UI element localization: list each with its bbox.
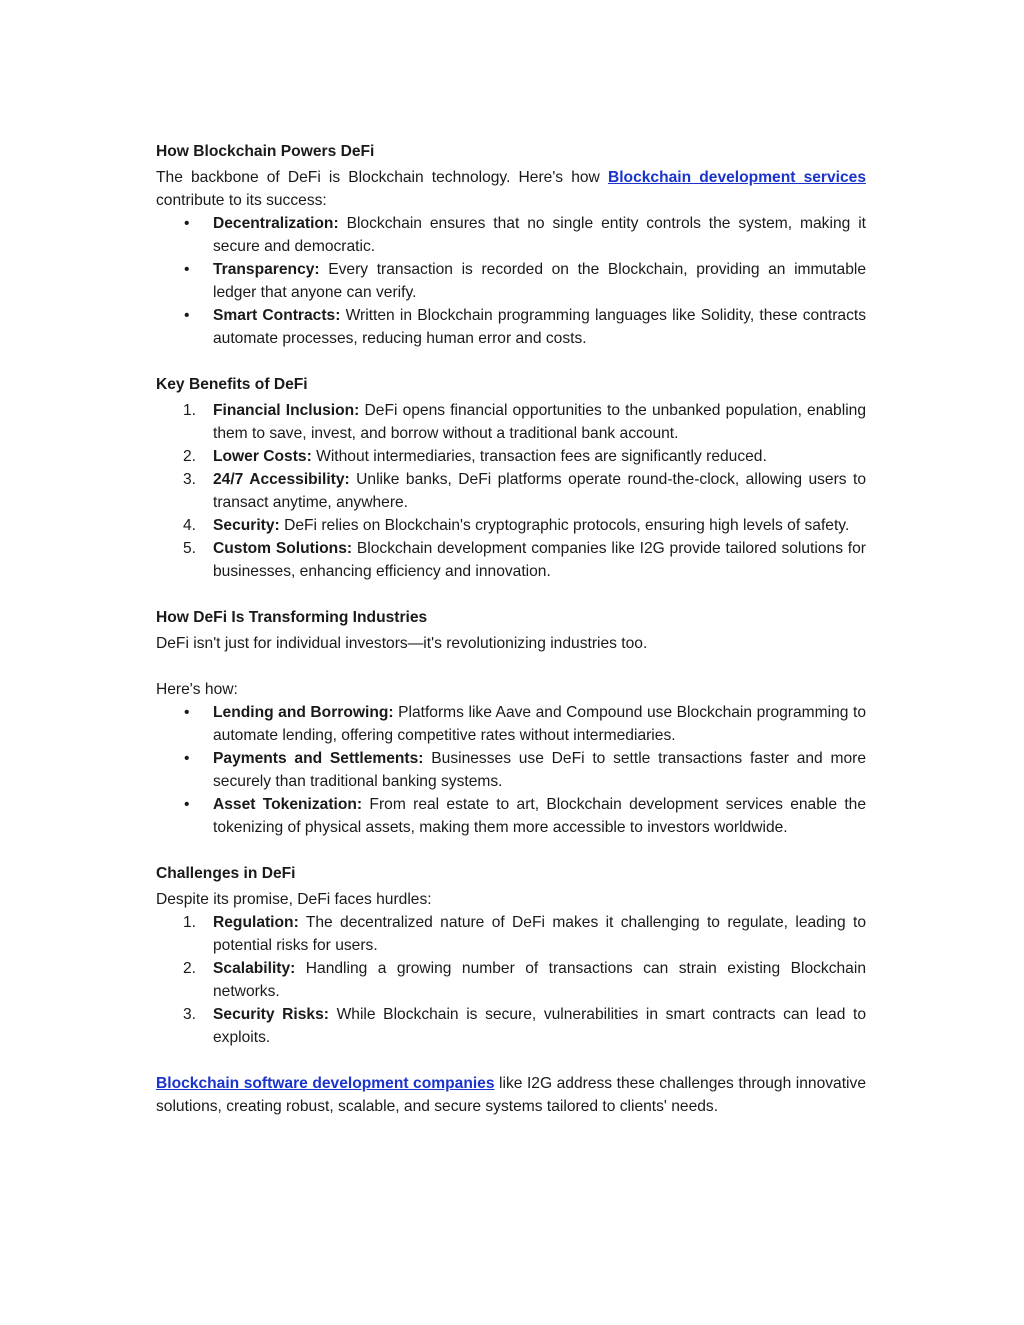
- section-blockchain-powers-defi: [156, 140, 866, 350]
- section-key-benefits: [156, 373, 866, 583]
- list-item: [156, 445, 866, 468]
- section-intro: Despite its promise, DeFi faces hurdles:: [156, 891, 432, 908]
- bullet-icon: •: [184, 261, 190, 278]
- section-heading: How Blockchain Powers DeFi: [156, 143, 375, 160]
- item-number: 1.: [183, 402, 197, 419]
- bullet-icon: •: [184, 796, 190, 813]
- list-item: [156, 399, 866, 445]
- section-intro: [156, 166, 866, 212]
- item-label: Financial Inclusion:: [213, 402, 360, 419]
- item-label: Asset Tokenization:: [213, 796, 363, 813]
- list-item: [156, 911, 866, 957]
- item-text: Blockchain development companies like I2G provide tailored solutions for businesses, enhancing efficiency and innovation.: [213, 540, 866, 580]
- item-label: Custom Solutions:: [213, 540, 353, 557]
- item-number: 5.: [183, 540, 197, 557]
- item-text: The decentralized nature of DeFi makes it challenging to regulate, leading to potential risks for users.: [213, 914, 866, 954]
- item-label: Lending and Borrowing:: [213, 704, 394, 721]
- item-text: While Blockchain is secure, vulnerabilities in smart contracts can lead to exploits.: [213, 1006, 866, 1046]
- list-item: [156, 747, 866, 793]
- list-item: [156, 701, 866, 747]
- item-number: 4.: [183, 517, 197, 534]
- bullet-icon: •: [184, 307, 190, 324]
- item-text: From real estate to art, Blockchain development services enable the tokenizing of physical assets, making them more accessible to investors worldwide.: [213, 796, 867, 836]
- list-item: [156, 793, 866, 839]
- item-number: 3.: [183, 471, 197, 488]
- item-label: Decentralization:: [213, 215, 339, 232]
- item-text: DeFi relies on Blockchain's cryptographic protocols, ensuring high levels of safety.: [279, 517, 850, 534]
- item-label: Security Risks:: [213, 1006, 329, 1023]
- item-text: Written in Blockchain programming languages like Solidity, these contracts automate processes, reducing human error and costs.: [213, 307, 866, 347]
- item-text: Without intermediaries, transaction fees are significantly reduced.: [311, 448, 767, 465]
- bullet-list: [156, 212, 866, 350]
- numbered-list: [156, 911, 866, 1049]
- section-challenges: [156, 862, 866, 1049]
- item-label: 24/7 Accessibility:: [213, 471, 350, 488]
- closing-text: like I2G address these challenges through innovative solutions, creating robust, scalable, and secure systems tailored to clients' needs.: [156, 1075, 866, 1115]
- item-label: Scalability:: [213, 960, 296, 977]
- bullet-icon: •: [184, 215, 190, 232]
- item-text: Handling a growing number of transactions can strain existing Blockchain networks.: [213, 960, 866, 1000]
- list-lead: Here's how:: [156, 681, 238, 698]
- section-heading: Key Benefits of DeFi: [156, 376, 308, 393]
- section-heading: Challenges in DeFi: [156, 865, 296, 882]
- bullet-icon: •: [184, 704, 190, 721]
- bullet-list: [156, 701, 866, 839]
- item-number: 3.: [183, 1006, 197, 1023]
- item-text: Blockchain ensures that no single entity controls the system, making it secure and democratic.: [213, 215, 866, 255]
- list-item: [156, 468, 866, 514]
- item-text: DeFi opens financial opportunities to the unbanked population, enabling them to save, invest, and borrow without a traditional bank account.: [213, 402, 867, 442]
- item-label: Smart Contracts:: [213, 307, 341, 324]
- list-item: [156, 957, 866, 1003]
- document-page: [156, 140, 866, 1118]
- list-item: [156, 514, 866, 537]
- list-item: [156, 304, 866, 350]
- item-number: 1.: [183, 914, 197, 931]
- item-number: 2.: [183, 960, 197, 977]
- item-text: Every transaction is recorded on the Blockchain, providing an immutable ledger that anyone can verify.: [213, 261, 866, 301]
- item-number: 2.: [183, 448, 197, 465]
- item-text: Unlike banks, DeFi platforms operate round-the-clock, allowing users to transact anytime, anywhere.: [213, 471, 867, 511]
- list-item: [156, 1003, 866, 1049]
- item-label: Regulation:: [213, 914, 299, 931]
- numbered-list: [156, 399, 866, 583]
- bullet-icon: •: [184, 750, 190, 767]
- list-item: [156, 537, 866, 583]
- blockchain-software-development-companies-link[interactable]: Blockchain software development companies: [156, 1075, 495, 1092]
- item-label: Lower Costs:: [213, 448, 312, 465]
- closing-paragraph: [156, 1072, 866, 1118]
- item-text: Platforms like Aave and Compound use Blockchain programming to automate lending, offering competitive rates without intermediaries.: [213, 704, 866, 744]
- list-item: [156, 212, 866, 258]
- intro-text: The backbone of DeFi is Blockchain technology. Here's how: [156, 169, 608, 186]
- item-label: Payments and Settlements:: [213, 750, 424, 767]
- blockchain-development-services-link[interactable]: Blockchain development services: [607, 169, 866, 186]
- item-label: Transparency:: [213, 261, 320, 278]
- section-transforming-industries: [156, 606, 866, 839]
- item-text: Businesses use DeFi to settle transactions faster and more securely than traditional banking systems.: [213, 750, 866, 790]
- section-heading: How DeFi Is Transforming Industries: [156, 609, 428, 626]
- intro-text-end: contribute to its success:: [156, 192, 327, 209]
- item-label: Security:: [213, 517, 280, 534]
- list-item: [156, 258, 866, 304]
- section-intro: DeFi isn't just for individual investors—it's revolutionizing industries too.: [156, 635, 648, 652]
